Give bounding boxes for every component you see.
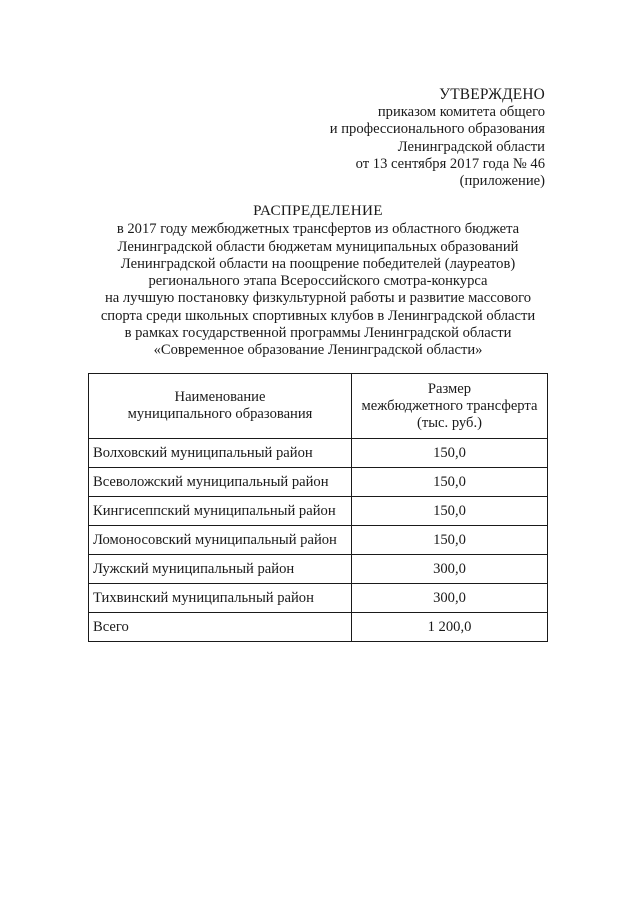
title-line: на лучшую постановку физкультурной работы и развитие массового (104, 290, 532, 307)
table-total-row (89, 613, 548, 642)
table-row (89, 584, 548, 613)
transfer-amount: 150,0 (352, 497, 548, 526)
transfer-amount: 150,0 (352, 439, 548, 468)
transfer-amount: 150,0 (352, 468, 548, 497)
header-municipality (89, 374, 352, 439)
header-text: Наименование (174, 389, 266, 405)
total-label: Всего (89, 613, 352, 642)
header-text: (тыс. руб.) (417, 414, 482, 431)
table-row (89, 526, 548, 555)
approval-line: Ленинградской области (397, 138, 545, 155)
table-row (89, 555, 548, 584)
title-line: в рамках государственной программы Ленинградской области (124, 325, 512, 342)
title-line: регионального этапа Всероссийского смотра-конкурса (148, 273, 488, 290)
header-transfer-amount (352, 374, 548, 439)
municipality-name: Всеволожский муниципальный район (89, 468, 352, 497)
municipality-name: Тихвинский муниципальный район (89, 584, 352, 613)
transfer-amount: 300,0 (352, 584, 548, 613)
allocation-table (88, 373, 548, 642)
table-row (89, 468, 548, 497)
table-header-row (89, 374, 548, 439)
approval-stamp (330, 86, 545, 190)
approved-label: УТВЕРЖДЕНО (439, 86, 545, 103)
header-text: Размер (427, 380, 472, 397)
title-line: в 2017 году межбюджетных трансфертов из областного бюджета (116, 221, 520, 238)
document-title (88, 202, 548, 360)
title-heading: РАСПРЕДЕЛЕНИЕ (253, 202, 383, 219)
approval-date: от 13 сентября 2017 года № 46 (355, 155, 545, 172)
approval-note: (приложение) (459, 173, 545, 190)
transfer-amount: 300,0 (352, 555, 548, 584)
approval-line: приказом комитета общего (377, 104, 545, 121)
header-text: муниципального образования (127, 406, 313, 422)
municipality-name: Волховский муниципальный район (89, 439, 352, 468)
title-line: спорта среди школьных спортивных клубов в Ленинградской области (100, 307, 536, 324)
municipality-name: Ломоносовский муниципальный район (89, 526, 352, 555)
title-line: Ленинградской области на поощрение победителей (лауреатов) (120, 255, 516, 272)
total-amount: 1 200,0 (352, 613, 548, 642)
approval-line: и профессионального образования (329, 121, 545, 138)
header-text: межбюджетного трансферта (361, 397, 538, 414)
municipality-name: Лужский муниципальный район (89, 555, 352, 584)
title-line: Ленинградской области бюджетам муниципальных образований (117, 238, 519, 255)
municipality-name: Кингисеппский муниципальный район (89, 497, 352, 526)
table-row (89, 497, 548, 526)
title-line: «Современное образование Ленинградской области» (153, 342, 483, 359)
transfer-amount: 150,0 (352, 526, 548, 555)
table-row (89, 439, 548, 468)
